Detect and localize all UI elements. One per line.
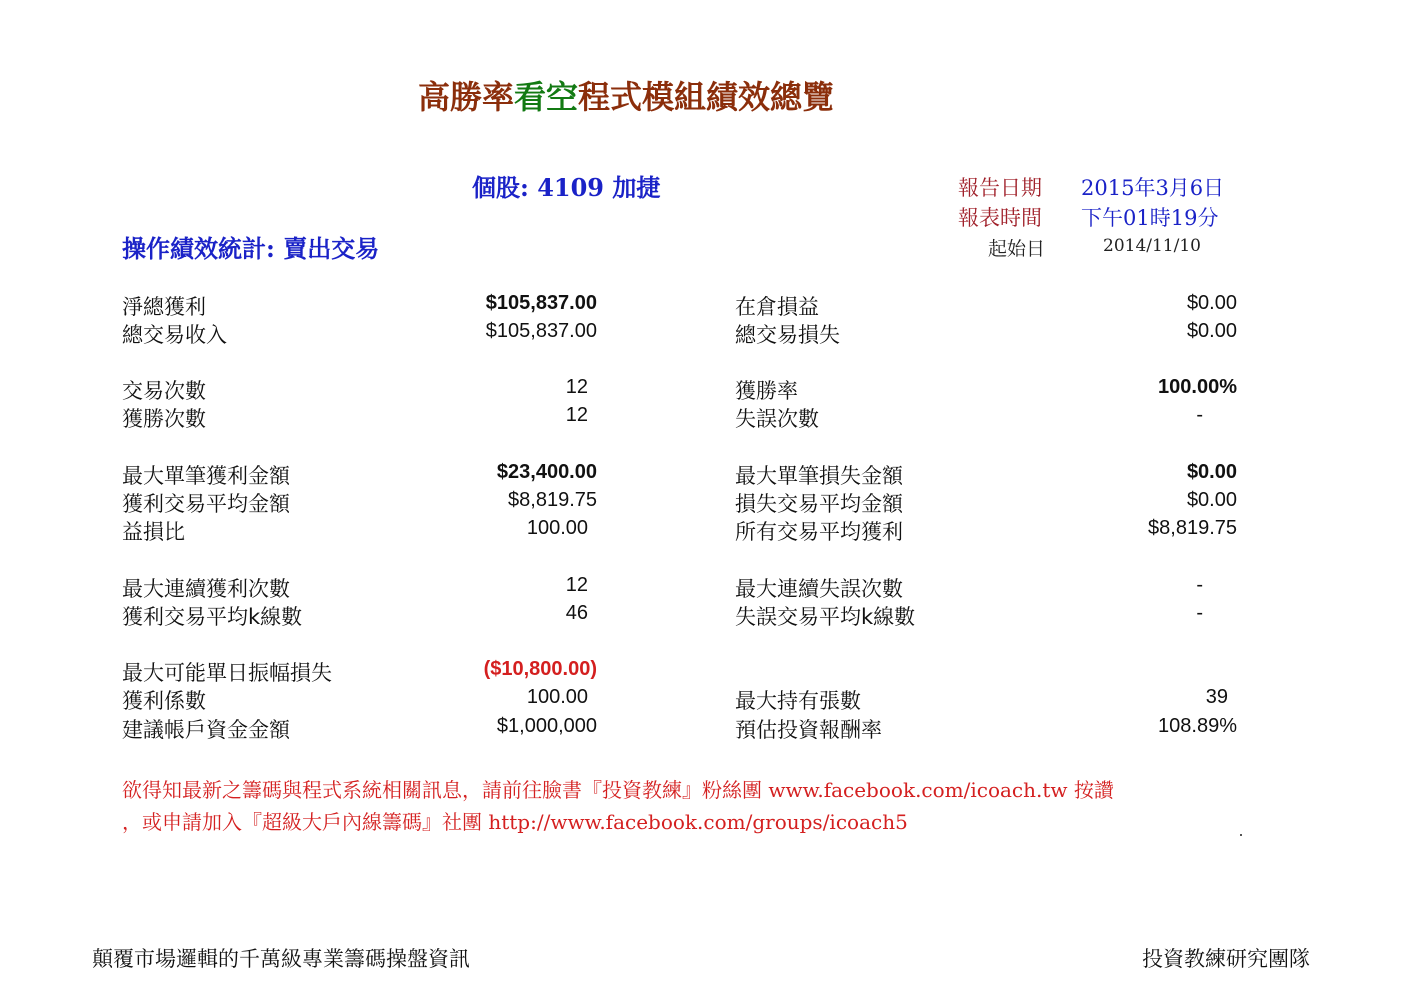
max-loss-value: $0.00 (1186, 461, 1237, 483)
max-win-value: $23,400.00 (496, 461, 597, 483)
gross-profit-value: $105,837.00 (485, 320, 597, 342)
win-count-value: 12 (565, 404, 588, 426)
start-date-value: 2014/11/10 (1103, 236, 1201, 256)
report-date-label: 報告日期 (958, 176, 1042, 200)
max-consec-loss-value: - (1196, 574, 1203, 596)
avg-loss-bars-value: - (1196, 602, 1203, 624)
suggested-capital-value: $1,000,000 (496, 715, 597, 737)
max-daily-swing-loss-value: ($10,800.00) (483, 658, 597, 680)
max-holding-lots-value: 39 (1205, 686, 1228, 708)
footer-slogan: 顛覆市場邏輯的千萬級專業籌碼操盤資訊 (92, 947, 470, 971)
stock-name: 個股: 4109 加捷 (472, 173, 661, 202)
est-return-value: 108.89% (1158, 715, 1237, 737)
start-date-label: 起始日 (988, 238, 1046, 260)
stray-dot (1240, 834, 1242, 836)
avg-win-label: 獲利交易平均金額 (122, 492, 290, 516)
section-title: 操作績效統計: 賣出交易 (122, 234, 380, 263)
profit-factor-label: 獲利係數 (122, 689, 206, 713)
max-consec-win-value: 12 (565, 574, 588, 596)
loss-count-label: 失誤次數 (735, 407, 819, 431)
est-return-label: 預估投資報酬率 (735, 718, 882, 742)
avg-win-bars-label: 獲利交易平均k線數 (122, 605, 303, 629)
avg-loss-bars-label: 失誤交易平均k線數 (735, 605, 916, 629)
max-consec-loss-label: 最大連續失誤次數 (735, 577, 903, 601)
win-rate-label: 獲勝率 (735, 379, 798, 403)
win-count-label: 獲勝次數 (122, 407, 206, 431)
open-pl-value: $0.00 (1186, 292, 1237, 314)
gross-profit-label: 總交易收入 (122, 323, 227, 347)
trade-count-label: 交易次數 (122, 379, 206, 403)
max-holding-lots-label: 最大持有張數 (735, 689, 861, 713)
suggested-capital-label: 建議帳戶資金金額 (122, 718, 290, 742)
notice-line-1: 欲得知最新之籌碼與程式系統相關訊息，請前往臉書『投資教練』粉絲團 www.facebook.com/icoach.tw 按讚 (122, 778, 1114, 802)
notice-line-2: ，或申請加入『超級大戶內線籌碼』社團 http://www.facebook.com/groups/icoach5 (122, 810, 908, 834)
footer-team: 投資教練研究團隊 (1142, 947, 1310, 971)
title-part-3: 程式模組績效總覽 (578, 78, 835, 116)
avg-loss-value: $0.00 (1186, 489, 1237, 511)
report-date-value: 2015年3月6日 (1081, 176, 1225, 200)
report-time-label: 報表時間 (958, 206, 1042, 230)
max-consec-win-label: 最大連續獲利次數 (122, 577, 290, 601)
trade-count-value: 12 (565, 376, 588, 398)
win-rate-value: 100.00% (1158, 376, 1237, 398)
avg-trade-profit-value: $8,819.75 (1148, 517, 1237, 539)
gross-loss-value: $0.00 (1186, 320, 1237, 342)
max-daily-swing-loss-label: 最大可能單日振幅損失 (122, 661, 332, 685)
page-title (418, 72, 834, 118)
profit-factor-value: 100.00 (526, 686, 588, 708)
avg-loss-label: 損失交易平均金額 (735, 492, 903, 516)
avg-win-value: $8,819.75 (508, 489, 597, 511)
avg-trade-profit-label: 所有交易平均獲利 (735, 520, 903, 544)
max-loss-label: 最大單筆損失金額 (735, 464, 903, 488)
title-part-2: 看空 (514, 78, 579, 116)
loss-count-value: - (1196, 404, 1203, 426)
avg-win-bars-value: 46 (565, 602, 588, 624)
net-profit-value: $105,837.00 (485, 292, 597, 314)
max-win-label: 最大單筆獲利金額 (122, 464, 290, 488)
gross-loss-label: 總交易損失 (735, 323, 840, 347)
profit-loss-ratio-label: 益損比 (122, 520, 185, 544)
net-profit-label: 淨總獲利 (122, 295, 206, 319)
title-part-1: 高勝率 (418, 78, 515, 116)
profit-loss-ratio-value: 100.00 (526, 517, 588, 539)
report-time-value: 下午01時19分 (1081, 206, 1219, 230)
open-pl-label: 在倉損益 (735, 295, 819, 319)
